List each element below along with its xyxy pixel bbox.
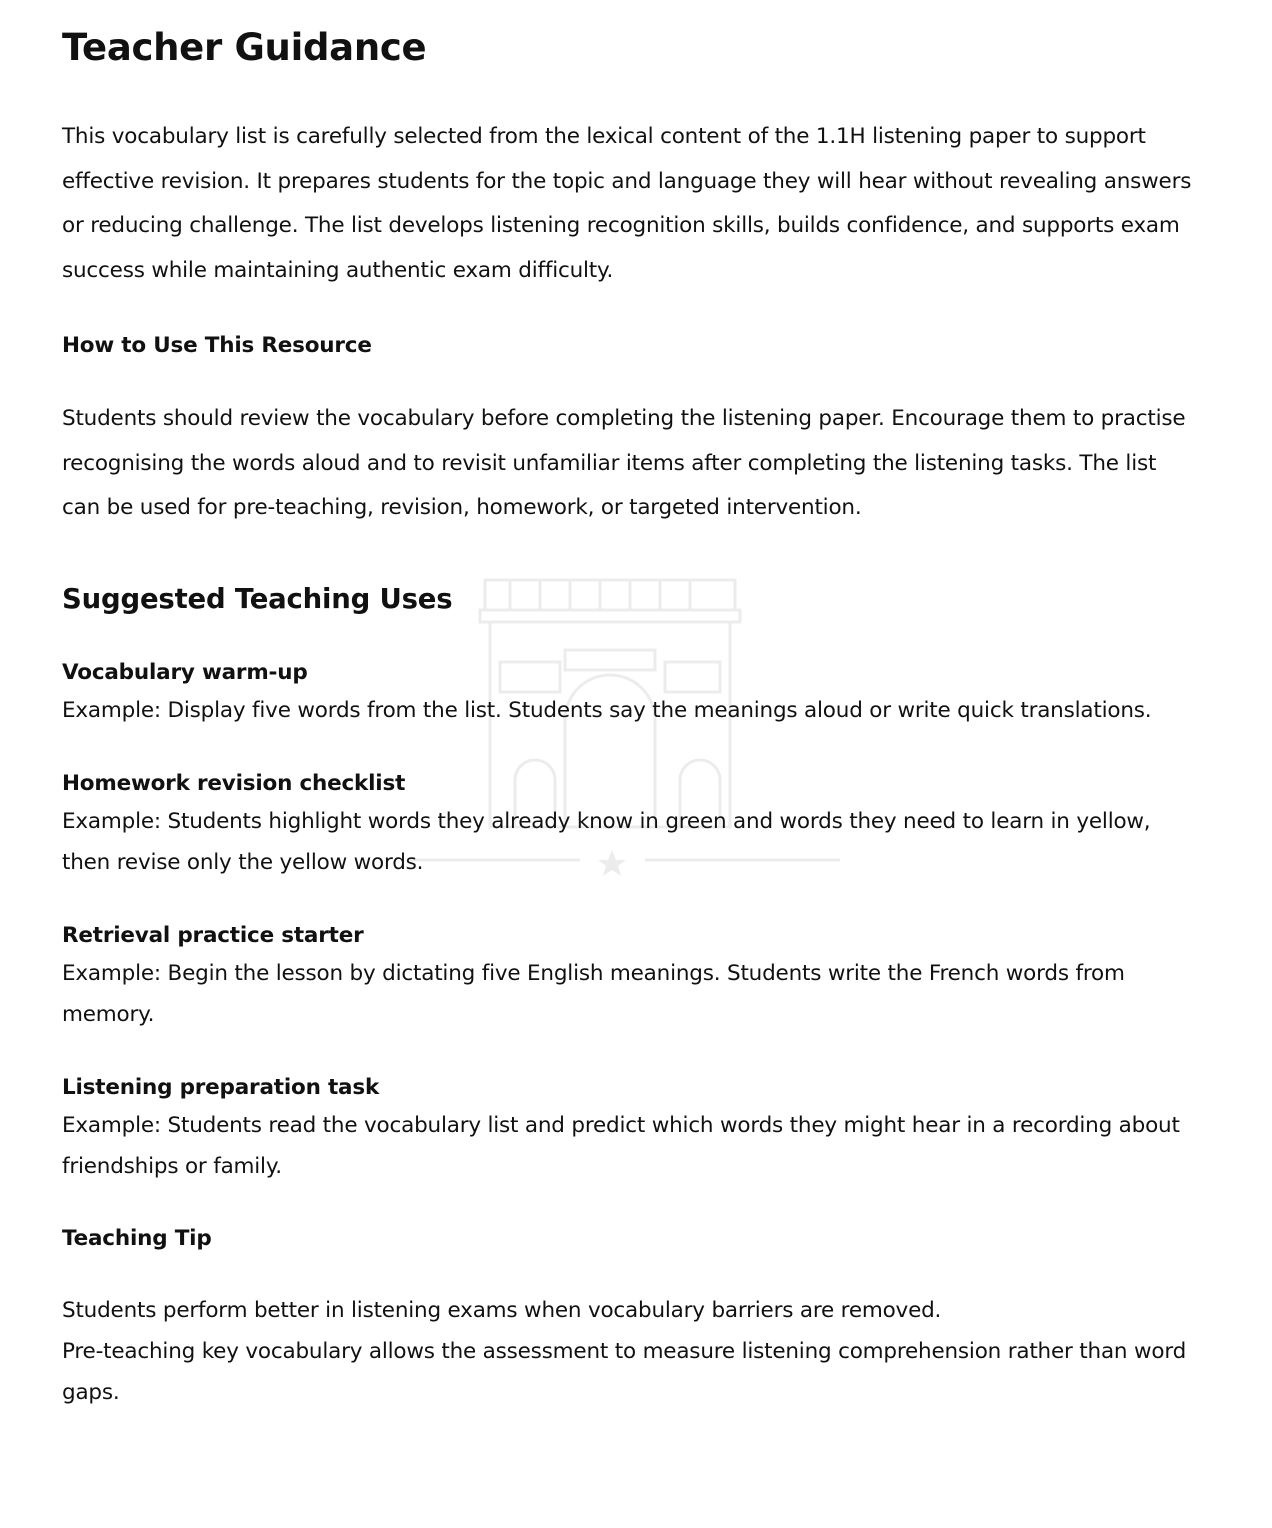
intro-paragraph: This vocabulary list is carefully selected from the lexical content of the 1.1H listening paper to support effective revision. It prepares students for the topic and language they will hear without revealing answers or reducing challenge. The list develops listening recognition skills, builds confidence, and supports exam success while maintaining authentic exam difficulty. <box>62 124 1192 284</box>
use-item-title: Homework revision checklist <box>62 770 406 796</box>
use-item-example: Example: Begin the lesson by dictating five English meanings. Students write the French words from memory. <box>62 960 1125 1027</box>
page-title: Teacher Guidance <box>62 26 427 69</box>
teaching-tip-heading: Teaching Tip <box>62 1225 212 1251</box>
teacher-guidance-page <box>62 0 1192 1413</box>
how-to-use-paragraph: Students should review the vocabulary before completing the listening paper. Encourage them to practise recognising the words aloud and to revisit unfamiliar items after completing the listening tasks. The list can be used for pre-teaching, revision, homework, or targeted intervention. <box>62 405 1186 521</box>
use-item-title: Vocabulary warm-up <box>62 659 308 685</box>
teaching-tip-line-2: Pre-teaching key vocabulary allows the assessment to measure listening comprehension rather than word gaps. <box>62 1338 1187 1405</box>
use-item-example: Example: Display five words from the list. Students say the meanings aloud or write quick translations. <box>62 697 1152 723</box>
teaching-tip-line-1: Students perform better in listening exams when vocabulary barriers are removed. <box>62 1297 942 1323</box>
use-item-vocabulary-warm-up <box>62 658 1192 731</box>
use-item-homework-revision-checklist <box>62 769 1192 883</box>
use-item-retrieval-practice-starter <box>62 921 1192 1035</box>
use-item-title: Retrieval practice starter <box>62 922 364 948</box>
use-item-listening-preparation-task <box>62 1073 1192 1187</box>
use-item-example: Example: Students read the vocabulary list and predict which words they might hear in a recording about friendships or family. <box>62 1112 1180 1179</box>
use-item-example: Example: Students highlight words they already know in green and words they need to learn in yellow, then revise only the yellow words. <box>62 808 1151 875</box>
suggested-uses-heading: Suggested Teaching Uses <box>62 582 453 615</box>
how-to-use-heading: How to Use This Resource <box>62 332 372 358</box>
use-item-title: Listening preparation task <box>62 1074 380 1100</box>
teaching-tip-text <box>62 1290 1192 1413</box>
